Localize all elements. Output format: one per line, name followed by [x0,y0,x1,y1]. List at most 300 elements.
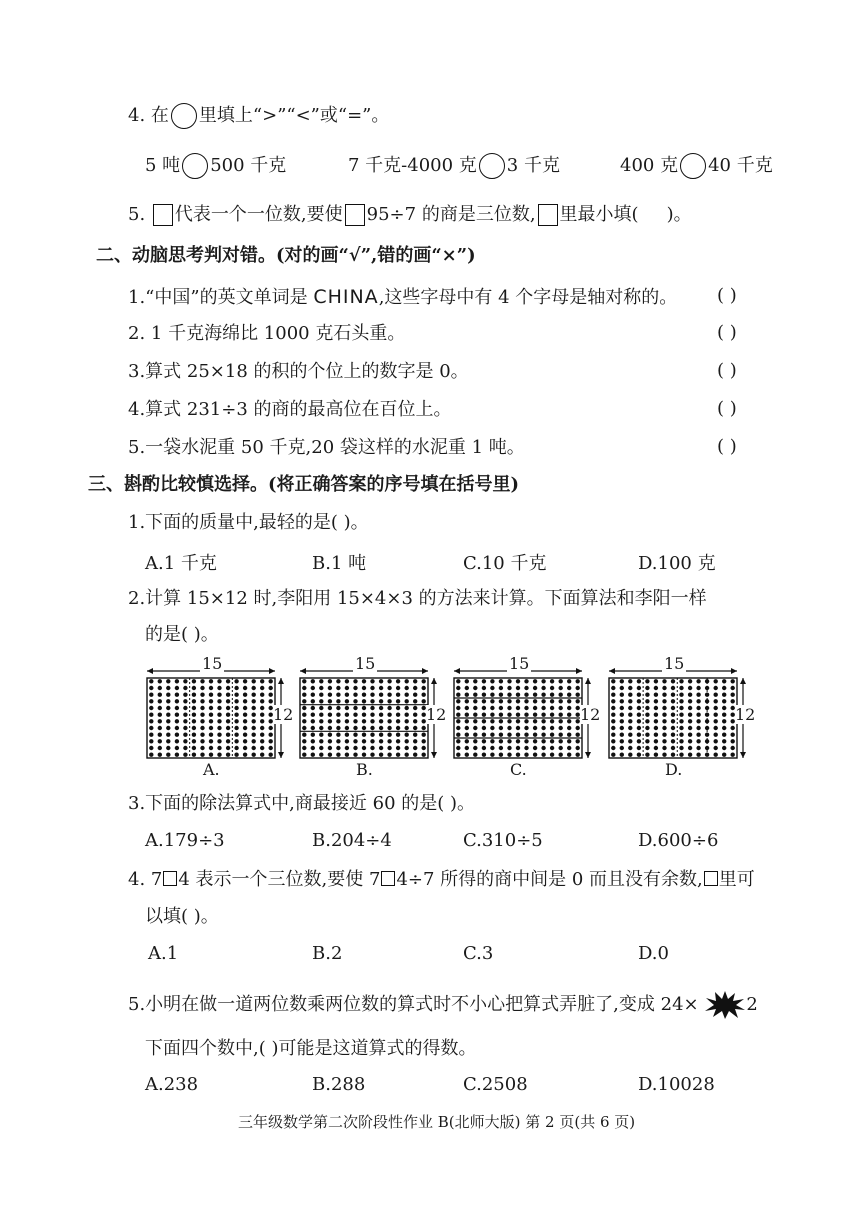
choice-q1-option-c[interactable]: C.10 千克 [463,553,547,574]
array-dot [456,713,460,717]
array-dot [209,699,213,703]
array-dot [252,726,256,730]
array-dot [550,753,554,757]
array-dot [158,733,162,737]
array-dot [541,746,545,750]
array-dot [422,679,426,683]
array-dot [688,693,692,697]
choice-q4-option-a[interactable]: A.1 [148,943,179,964]
array-dot [473,739,477,743]
array-dot [679,746,683,750]
q4-item-left: 5 吨 [145,155,181,176]
array-dot [550,686,554,690]
array-dot [362,746,366,750]
array-dot [620,726,624,730]
q4-stem-b: 里填上“>”“<”或“=”。 [198,105,390,126]
array-dot [226,693,230,697]
array-dot [243,693,247,697]
q4-item-right: 40 千克 [708,155,773,176]
array-dot [362,733,366,737]
figure-option-label[interactable]: A. [203,760,220,779]
array-dot [533,746,537,750]
array-dot [490,739,494,743]
array-dot [524,699,528,703]
array-dot [217,679,221,683]
choice-q4-stem-2: 以填( )。 [145,906,219,927]
array-dot [166,706,170,710]
array-dot [158,746,162,750]
array-dot [654,693,658,697]
figure-option-label[interactable]: C. [510,760,527,779]
array-dot [516,706,520,710]
array-dot [473,693,477,697]
array-dot [671,679,675,683]
array-dot [234,719,238,723]
array-dot [353,713,357,717]
array-dot [620,733,624,737]
array-dot [559,713,563,717]
q5-text-1: 代表一个一位数,要使 [174,204,343,225]
judge-text-end: ,这些字母中有 4 个字母是轴对称的。 [378,287,678,308]
array-dot [405,686,409,690]
array-dot [490,733,494,737]
array-dot [696,753,700,757]
blank-circle[interactable] [479,153,505,179]
choice-q4-stem-1 [128,868,755,892]
array-dot [567,753,571,757]
array-dot [620,686,624,690]
array-dot [456,699,460,703]
arrow-head [740,678,746,684]
array-dot [541,719,545,723]
array-dot [362,713,366,717]
blank-circle[interactable] [680,153,706,179]
array-dot [628,733,632,737]
q5-num: 5. [128,204,146,225]
array-dot [662,733,666,737]
array-dot [200,733,204,737]
choice-q5-option-d[interactable]: D.10028 [638,1074,715,1095]
array-dot [482,739,486,743]
array-dot [183,733,187,737]
array-dot [499,719,503,723]
choice-q3-option-b[interactable]: B.204÷4 [312,830,392,851]
array-dot [269,686,273,690]
arrow-head [278,678,284,684]
array-dot [654,713,658,717]
array-dot [620,699,624,703]
array-dot [654,679,658,683]
array-dot [166,693,170,697]
array-dot [567,719,571,723]
array-dot [422,693,426,697]
array-dot [567,679,571,683]
array-dot [166,733,170,737]
array-dot [149,719,153,723]
judge-paren-2[interactable]: ( ) [717,322,737,343]
array-dot [396,739,400,743]
array-dot [252,693,256,697]
array-dot [252,739,256,743]
array-dot [422,753,426,757]
array-dot [550,746,554,750]
array-dot [722,699,726,703]
array-dot [158,706,162,710]
array-dot [353,753,357,757]
array-dot [319,753,323,757]
array-dot [465,733,469,737]
array-dot [336,746,340,750]
array-dot [379,733,383,737]
array-dot [302,726,306,730]
array-dot [688,679,692,683]
array-dot [302,706,306,710]
array-dot [183,699,187,703]
array-dot [370,713,374,717]
blank-circle[interactable] [171,103,197,129]
array-dot [662,693,666,697]
array-dot [345,713,349,717]
arrow-head [278,752,284,758]
array-dot [722,753,726,757]
array-dot [226,699,230,703]
array-dot [524,739,528,743]
q4-stem-part: 4. 7 [128,869,163,890]
array-dot [166,753,170,757]
array-dot [679,686,683,690]
array-dot [413,679,417,683]
array-dot [567,733,571,737]
array-dot [336,733,340,737]
array-dot [524,713,528,717]
choice-q4-option-d[interactable]: D.0 [638,943,669,964]
judge-paren-4[interactable]: ( ) [717,398,737,419]
choice-q1-option-b[interactable]: B.1 吨 [312,553,367,574]
array-dot [620,739,624,743]
array-dot [413,719,417,723]
array-dot [696,699,700,703]
array-dot [662,739,666,743]
array-dot [379,719,383,723]
array-dot [533,693,537,697]
array-dot [524,753,528,757]
array-dot [541,726,545,730]
choice-q1-option-d[interactable]: D.100 克 [638,553,716,574]
array-dot [413,699,417,703]
array-dot [370,686,374,690]
array-dot [473,726,477,730]
array-dot [166,746,170,750]
dimension-width-label: 15 [202,654,223,673]
array-dot [183,679,187,683]
array-dot [302,693,306,697]
judge-paren-1[interactable]: ( ) [717,285,737,306]
array-dot [217,753,221,757]
array-dot [611,719,615,723]
array-dot [192,693,196,697]
array-dot [516,733,520,737]
array-dot [370,693,374,697]
figure-option-label[interactable]: B. [356,760,373,779]
arrow-head [147,668,153,674]
array-dot [319,706,323,710]
array-dot [482,726,486,730]
array-dot [319,713,323,717]
array-dot [722,713,726,717]
array-dot [379,713,383,717]
array-dot [166,719,170,723]
array-dot [302,719,306,723]
array-dot [524,746,528,750]
ink-splat-icon [704,990,746,1020]
judge-item-5: 5.一袋水泥重 50 千克,20 袋这样的水泥重 1 吨。 [128,437,525,458]
blank-square[interactable] [345,204,365,226]
array-dot [679,726,683,730]
array-dot [628,713,632,717]
array-dot [192,726,196,730]
array-dot [362,719,366,723]
array-dot [379,686,383,690]
array-dot [731,739,735,743]
choice-q1-option-a[interactable]: A.1 千克 [145,553,217,574]
array-dot [226,706,230,710]
blank-square[interactable] [163,871,177,886]
array-dot [149,726,153,730]
array-dot [645,753,649,757]
array-dot [567,739,571,743]
array-dot [396,686,400,690]
array-dot [714,699,718,703]
array-dot [611,753,615,757]
array-dot [192,719,196,723]
array-dot [319,746,323,750]
arrow-head [585,678,591,684]
array-dot [413,739,417,743]
array-dot [516,686,520,690]
array-dot [166,686,170,690]
array-dot [637,739,641,743]
array-dot [345,726,349,730]
array-dot [379,753,383,757]
array-dot [507,746,511,750]
blank-square[interactable] [153,204,173,226]
array-dot [243,753,247,757]
array-dot [260,686,264,690]
array-dot [696,726,700,730]
array-dot [620,746,624,750]
array-dot [413,753,417,757]
array-dot [688,719,692,723]
array-dot [234,699,238,703]
array-dot [311,679,315,683]
array-dot [379,726,383,730]
array-dot [387,713,391,717]
array-dot [620,706,624,710]
array-dot [166,726,170,730]
array-dot [524,733,528,737]
array-dot [507,739,511,743]
array-dot [422,686,426,690]
array-dot [302,686,306,690]
array-dot [302,699,306,703]
array-dot [345,686,349,690]
array-dot [217,733,221,737]
array-dot [490,713,494,717]
array-dot [482,679,486,683]
array-dot [628,693,632,697]
array-dot [192,733,196,737]
array-dot [696,706,700,710]
array-dot [336,679,340,683]
arrow-head [454,668,460,674]
array-dot [269,753,273,757]
array-dot [524,679,528,683]
array-dot [166,713,170,717]
array-dot [731,733,735,737]
arrow-head [431,678,437,684]
array-dot [269,733,273,737]
array-dot [465,739,469,743]
array-dot [714,719,718,723]
array-dot [456,693,460,697]
array-dot [311,719,315,723]
choice-q4-option-b[interactable]: B.2 [312,943,343,964]
judge-paren-5[interactable]: ( ) [717,436,737,457]
array-dot [362,706,366,710]
array-dot [252,679,256,683]
array-dot [175,739,179,743]
array-dot [260,746,264,750]
array-dot [456,679,460,683]
array-dot [336,719,340,723]
array-dot [200,753,204,757]
array-dot [336,739,340,743]
array-dot [559,753,563,757]
array-dot [183,706,187,710]
array-dot [679,679,683,683]
arrow-head [269,668,275,674]
q5-text-4: )。 [666,204,692,225]
array-dot [209,753,213,757]
array-dot [175,753,179,757]
array-dot [654,699,658,703]
figure-option-label[interactable]: D. [665,760,683,779]
array-dot [217,713,221,717]
array-dot [499,706,503,710]
q4-stem-part: 4 表示一个三位数,要使 7 [178,869,381,890]
array-dot [336,753,340,757]
array-dot [696,719,700,723]
array-dot [396,753,400,757]
array-dot [370,719,374,723]
array-dot [413,726,417,730]
array-dot [209,719,213,723]
array-dot [541,753,545,757]
array-dot [533,753,537,757]
array-dot [507,733,511,737]
dimension-width-label: 15 [664,654,685,673]
array-dot [465,693,469,697]
choice-q5-stem-1 [128,990,758,1020]
array-dot [353,706,357,710]
array-dot [217,719,221,723]
array-dot [533,686,537,690]
array-dot [183,719,187,723]
array-dot [465,746,469,750]
blank-square[interactable] [381,871,395,886]
array-dot [353,699,357,703]
array-dot [654,739,658,743]
dimension-width-label: 15 [355,654,376,673]
array-dot [550,706,554,710]
arrow-head [609,668,615,674]
array-dot [243,739,247,743]
array-dot [654,726,658,730]
array-dot [158,713,162,717]
choice-q3-option-d[interactable]: D.600÷6 [638,830,719,851]
array-dot [456,706,460,710]
choice-q5-option-b[interactable]: B.288 [312,1074,366,1095]
array-dot [671,753,675,757]
array-dot [611,746,615,750]
array-dot [645,706,649,710]
array-dot [387,726,391,730]
choice-q4-option-c[interactable]: C.3 [463,943,494,964]
array-dot [311,693,315,697]
array-dot [192,713,196,717]
array-dot [550,719,554,723]
array-dot [473,686,477,690]
choice-q5-option-a[interactable]: A.238 [145,1074,199,1095]
choice-q3-option-c[interactable]: C.310÷5 [463,830,543,851]
array-dot [465,706,469,710]
q4-item-left: 7 千克-4000 克 [348,155,477,176]
array-dot [387,753,391,757]
array-dot [175,699,179,703]
blank-square[interactable] [704,871,718,886]
array-dot [217,726,221,730]
blank-square[interactable] [538,204,558,226]
judge-word: CHINA [313,286,379,308]
array-dot [679,753,683,757]
array-dot [524,726,528,730]
choice-q1-stem: 1.下面的质量中,最轻的是( )。 [128,512,369,533]
array-dot [226,733,230,737]
array-dot [722,679,726,683]
array-dot [158,679,162,683]
array-dot [405,679,409,683]
array-dot [490,726,494,730]
array-dot [628,686,632,690]
judge-paren-3[interactable]: ( ) [717,360,737,381]
choice-q5-option-c[interactable]: C.2508 [463,1074,528,1095]
array-dot [490,753,494,757]
array-dot [252,733,256,737]
arrow-head [431,752,437,758]
array-dot [550,726,554,730]
array-dot [387,699,391,703]
array-dot [200,713,204,717]
array-dot [158,693,162,697]
array-dot [311,753,315,757]
array-dot [541,706,545,710]
choice-q3-option-a[interactable]: A.179÷3 [145,830,225,851]
array-dot [541,693,545,697]
array-dot [422,726,426,730]
array-dot [336,686,340,690]
blank-circle[interactable] [182,153,208,179]
array-dot [192,686,196,690]
